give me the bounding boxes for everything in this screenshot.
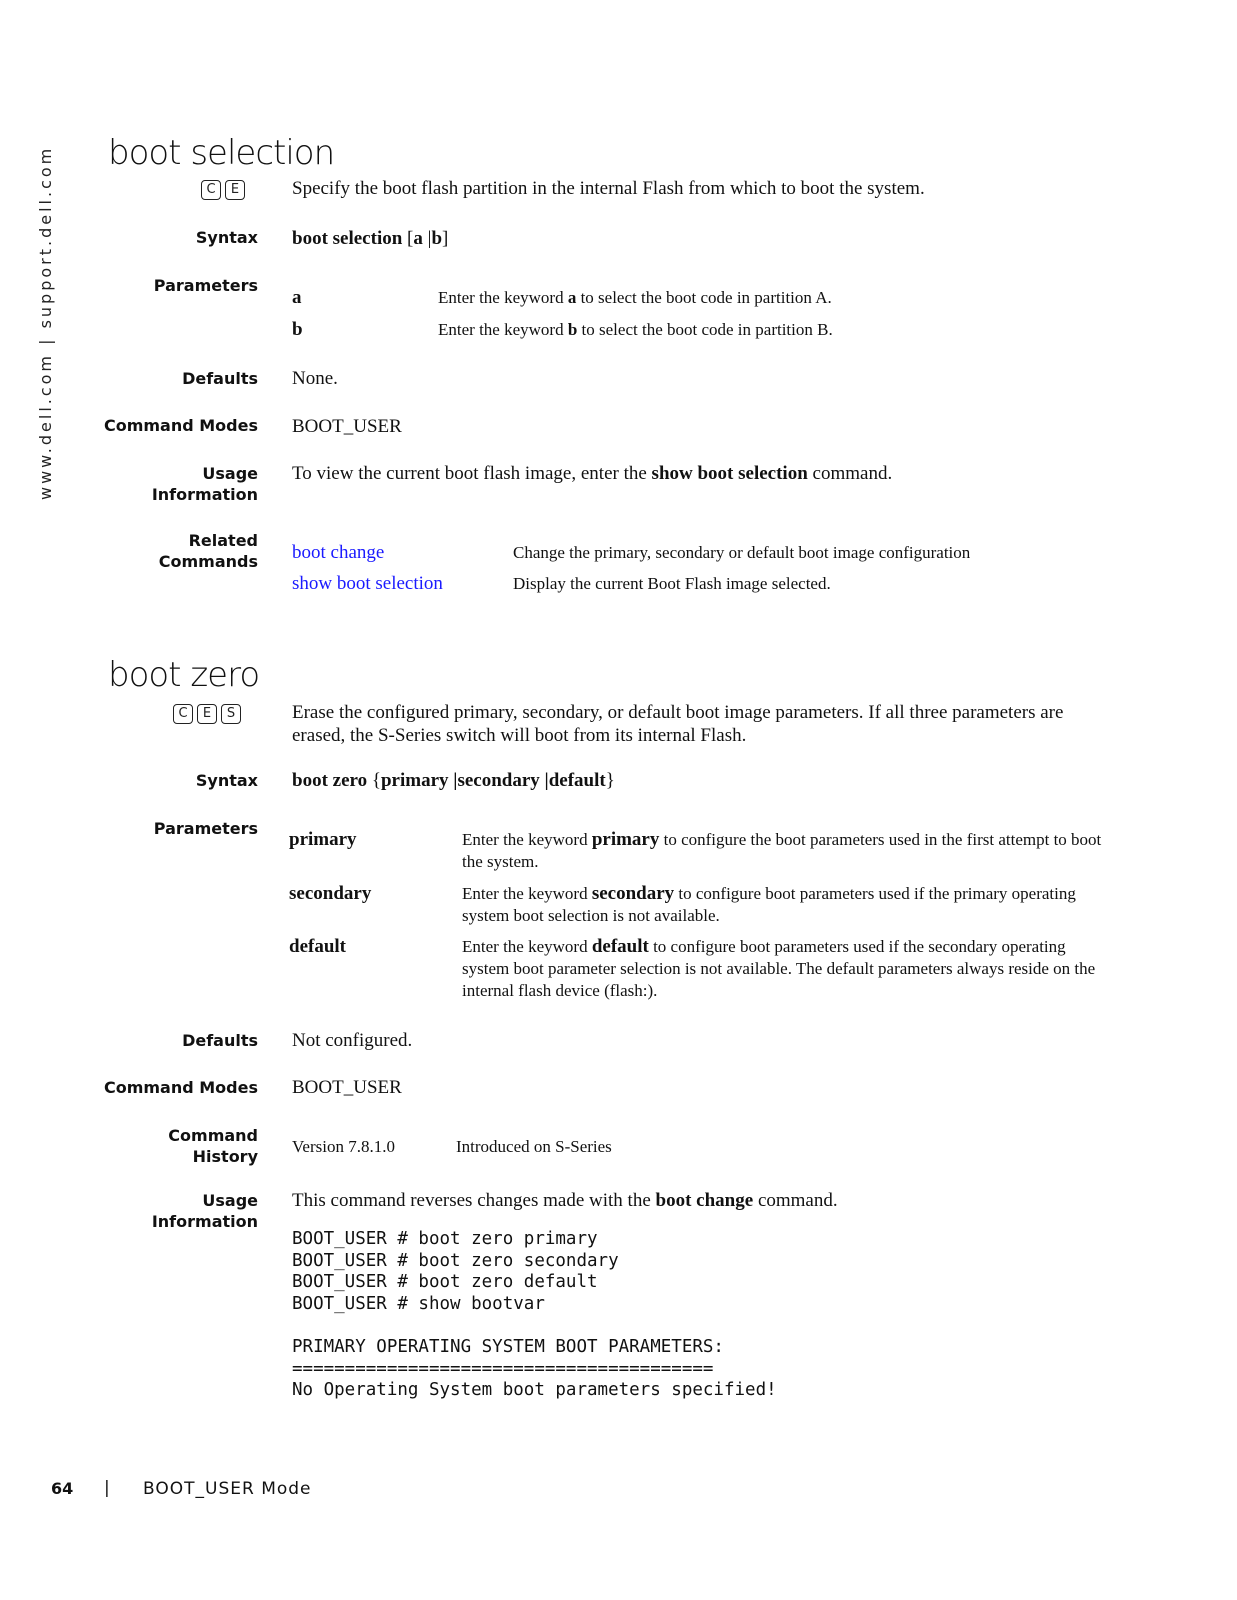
param-desc-text: Enter the keyword xyxy=(462,937,592,956)
label-usage-line: Usage xyxy=(202,464,258,483)
label-related-commands xyxy=(100,530,258,572)
param-description xyxy=(462,829,1102,873)
section-title-boot-zero: boot zero xyxy=(108,655,260,695)
footer-section-name: BOOT_USER Mode xyxy=(143,1479,312,1499)
param-desc-text: to configure the boot parameters used in the first attempt to boot the system. xyxy=(462,830,1102,871)
label-usage-line: Usage xyxy=(202,1191,258,1210)
usage-text-part: To view the current boot flash image, enter the xyxy=(292,463,652,484)
param-description xyxy=(462,936,1102,1002)
usage-text-part: command. xyxy=(807,463,893,484)
mode-badge-e: E xyxy=(197,704,217,724)
link-show-boot-selection[interactable]: show boot selection xyxy=(292,573,443,594)
link-boot-change[interactable]: boot change xyxy=(292,542,385,563)
syntax-command: boot zero xyxy=(292,770,368,791)
param-term: a xyxy=(292,287,302,308)
param-desc-text: to configure boot parameters used if the secondary operating system boot parameter selection is not available. The default parameters always reside on the internal flash device (flash:). xyxy=(462,937,1096,1000)
label-command-history xyxy=(100,1125,258,1167)
param-description xyxy=(438,287,832,309)
param-description xyxy=(462,883,1082,927)
label-parameters: Parameters xyxy=(153,819,258,838)
usage-command: boot change xyxy=(655,1190,754,1211)
param-keyword: b xyxy=(567,320,578,339)
mode-badge-e: E xyxy=(225,180,245,200)
syntax-option-primary: primary xyxy=(380,770,449,791)
syntax-bracket: } xyxy=(605,770,615,791)
mode-badge-c: C xyxy=(173,704,193,724)
param-desc-text: to select the boot code in partition A. xyxy=(576,288,832,307)
defaults-value: Not configured. xyxy=(292,1030,413,1051)
usage-text-part: command. xyxy=(753,1190,838,1211)
usage-text-part: This command reverses changes made with the xyxy=(292,1190,656,1211)
command-modes-value: BOOT_USER xyxy=(292,416,402,437)
syntax-separator: | xyxy=(544,770,549,791)
command-description: Erase the configured primary, secondary, or default boot image parameters. If all three parameters are erased, the S-Series switch will boot from its internal Flash. xyxy=(292,702,1064,746)
label-command-modes: Command Modes xyxy=(103,416,258,435)
syntax-bracket: [ xyxy=(407,228,414,249)
usage-command: show boot selection xyxy=(651,463,808,484)
label-history-line: History xyxy=(192,1147,258,1166)
label-syntax: Syntax xyxy=(195,228,258,247)
command-modes-value: BOOT_USER xyxy=(292,1077,402,1098)
label-syntax: Syntax xyxy=(195,771,258,790)
param-desc-text: Enter the keyword xyxy=(438,320,568,339)
mode-badge-s: S xyxy=(221,704,241,724)
history-note: Introduced on S-Series xyxy=(456,1137,612,1156)
related-description: Display the current Boot Flash image selected. xyxy=(513,574,831,593)
page-number: 64 xyxy=(51,1479,74,1498)
label-defaults: Defaults xyxy=(182,369,258,388)
label-history-line: Command xyxy=(168,1126,258,1145)
param-term: primary xyxy=(289,829,357,850)
label-defaults: Defaults xyxy=(182,1031,258,1050)
mode-badges xyxy=(173,704,241,724)
param-desc-text: to select the boot code in partition B. xyxy=(577,320,833,339)
param-desc-text: Enter the keyword xyxy=(462,884,592,903)
code-example: BOOT_USER # boot zero primary BOOT_USER # boot zero secondary BOOT_USER # boot zero default BOOT_USER # show bootvar PRIMARY OPERATING SYSTEM BOOT PARAMETERS: ======================================== No Operating System boot parameters specified! xyxy=(292,1229,777,1401)
label-command-modes: Command Modes xyxy=(103,1078,258,1097)
param-description xyxy=(438,319,833,341)
param-keyword: primary xyxy=(591,829,660,850)
label-parameters: Parameters xyxy=(153,276,258,295)
param-desc-text: Enter the keyword xyxy=(462,830,592,849)
syntax-bracket: ] xyxy=(442,228,449,249)
param-term: secondary xyxy=(289,883,372,904)
mode-badges xyxy=(201,180,245,200)
param-desc-text: Enter the keyword xyxy=(438,288,568,307)
history-version: Version 7.8.1.0 xyxy=(292,1137,395,1156)
command-description: Specify the boot flash partition in the internal Flash from which to boot the system. xyxy=(292,178,925,199)
syntax-line xyxy=(292,227,448,250)
mode-badge-c: C xyxy=(201,180,221,200)
syntax-separator: | xyxy=(453,770,458,791)
syntax-separator: | xyxy=(427,228,432,249)
related-description: Change the primary, secondary or default boot image configuration xyxy=(513,543,971,562)
param-keyword: a xyxy=(567,288,577,307)
param-term: default xyxy=(289,936,346,957)
syntax-bracket: { xyxy=(371,770,381,791)
section-title-boot-selection: boot selection xyxy=(108,133,335,173)
syntax-line xyxy=(292,769,615,792)
syntax-option-a: a xyxy=(413,228,423,249)
syntax-option-b: b xyxy=(431,228,443,249)
label-related-line: Commands xyxy=(158,552,258,571)
param-desc-text: to configure boot parameters used if the primary operating system boot selection is not available. xyxy=(462,884,1076,925)
label-usage xyxy=(100,463,258,505)
syntax-option-default: default xyxy=(548,770,606,791)
defaults-value: None. xyxy=(292,368,338,389)
param-term: b xyxy=(292,319,303,340)
label-related-line: Related xyxy=(188,531,258,550)
syntax-option-secondary: secondary xyxy=(457,770,540,791)
sidebar-url: www.dell.com | support.dell.com xyxy=(36,145,55,500)
label-usage-line: Information xyxy=(151,485,258,504)
footer-separator: | xyxy=(104,1478,110,1498)
label-usage xyxy=(100,1190,258,1232)
usage-text xyxy=(292,462,892,485)
syntax-command: boot selection xyxy=(292,228,403,249)
param-keyword: secondary xyxy=(591,883,675,904)
label-usage-line: Information xyxy=(151,1212,258,1231)
usage-text xyxy=(292,1189,838,1212)
param-keyword: default xyxy=(591,936,649,957)
